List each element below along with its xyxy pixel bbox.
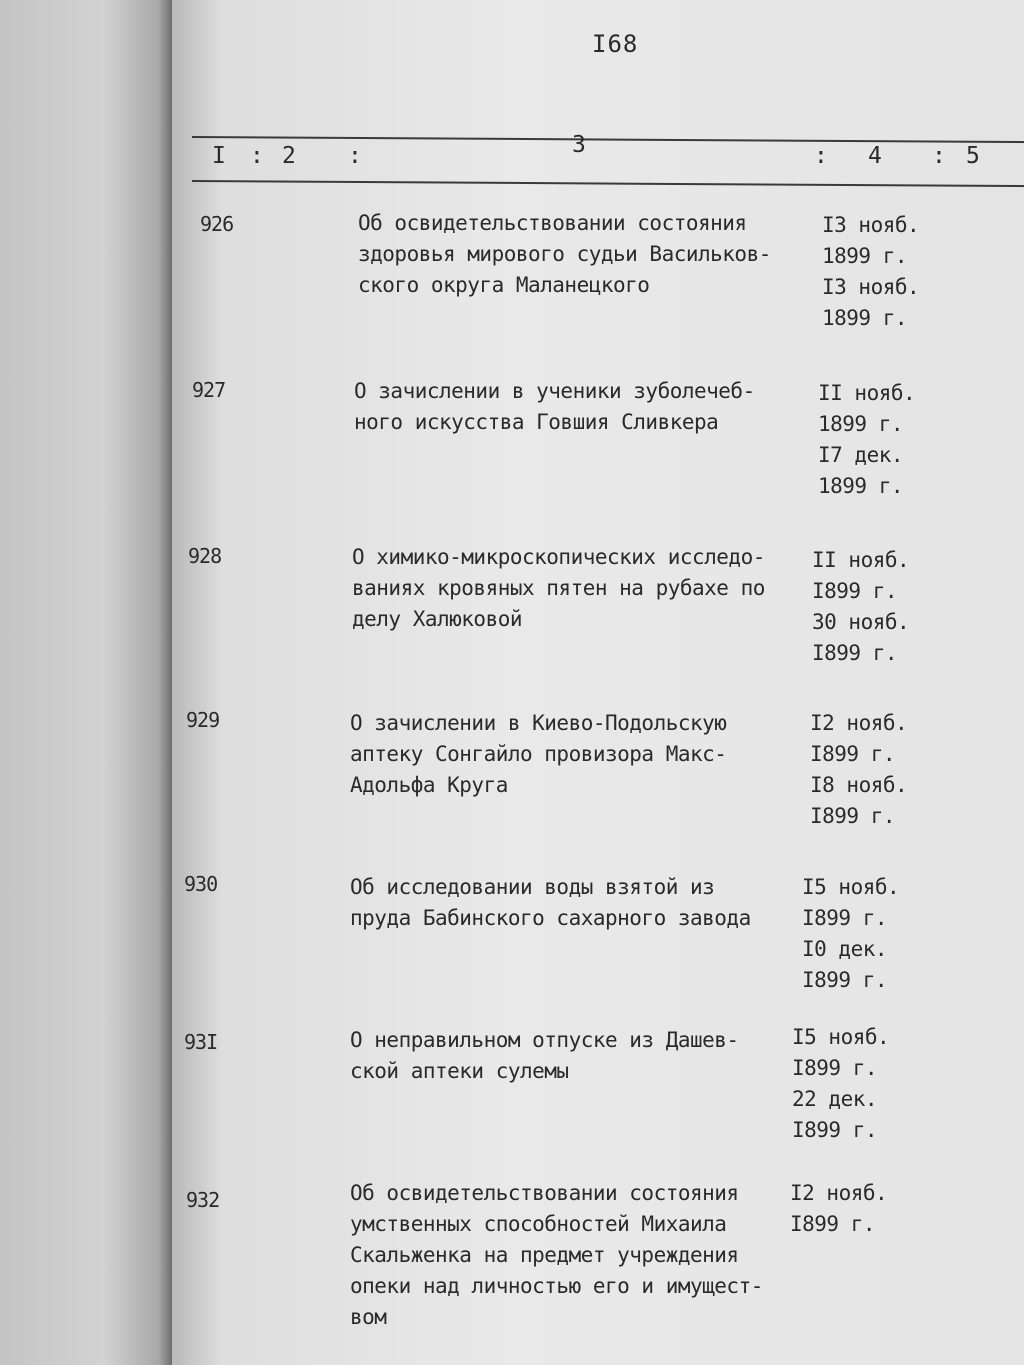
column-header-2: 2 [282, 143, 296, 169]
entry-number: 927 [192, 378, 226, 402]
entry-dates: II нояб. 1899 г. I7 дек. 1899 г. [818, 381, 916, 498]
header-rule-bottom [192, 180, 1024, 187]
entry-title: О зачислении в ученики зуболечеб- ного искусства Говшия Сливкера [354, 379, 755, 434]
column-separator: : [932, 143, 946, 169]
entry-dates: I2 нояб. I899 г. I8 нояб. I899 г. [810, 711, 908, 828]
entry-dates: I2 нояб. I899 г. [790, 1181, 888, 1236]
left-page-edge [0, 0, 172, 1365]
entry-title: Об освидетельствовании состояния умственных способностей Михаила Скальженка на предмет учреждения опеки над личностью его и имущест- вом [350, 1181, 763, 1329]
entry-number: 93I [184, 1030, 218, 1054]
header-rule-top [192, 136, 1024, 143]
entry-number: 932 [186, 1188, 220, 1212]
column-header-4: 4 [868, 143, 882, 169]
column-header-1: I [212, 143, 226, 169]
entry-title: О неправильном отпуске из Дашев- ской аптеки сулемы [350, 1028, 739, 1083]
column-header-5: 5 [966, 143, 980, 169]
entry-dates: I5 нояб. I899 г. 22 дек. I899 г. [792, 1025, 890, 1142]
page-number: I68 [592, 30, 639, 58]
column-separator: : [348, 143, 362, 169]
entry-number: 929 [186, 708, 220, 732]
entry-title: О химико-микроскопических исследо- ваниях кровяных пятен на рубахе по делу Халюковой [352, 545, 765, 631]
entry-number: 926 [200, 212, 234, 236]
column-separator: : [814, 143, 828, 169]
document-page [172, 0, 1024, 1365]
entry-title: Об исследовании воды взятой из пруда Бабинского сахарного завода [350, 875, 751, 930]
column-separator: : [250, 143, 264, 169]
entry-number: 928 [188, 544, 222, 568]
entry-number: 930 [184, 872, 218, 896]
column-header-3: 3 [572, 132, 586, 158]
entry-dates: I5 нояб. I899 г. I0 дек. I899 г. [802, 875, 900, 992]
entry-dates: I3 нояб. 1899 г. I3 нояб. 1899 г. [822, 213, 920, 330]
entry-title: О зачислении в Киево-Подольскую аптеку Сонгайло провизора Макс- Адольфа Круга [350, 711, 727, 797]
entry-dates: II нояб. I899 г. 30 нояб. I899 г. [812, 548, 910, 665]
entry-title: Об освидетельствовании состояния здоровья мирового судьи Васильков- ского округа Маланецкого [358, 211, 771, 297]
